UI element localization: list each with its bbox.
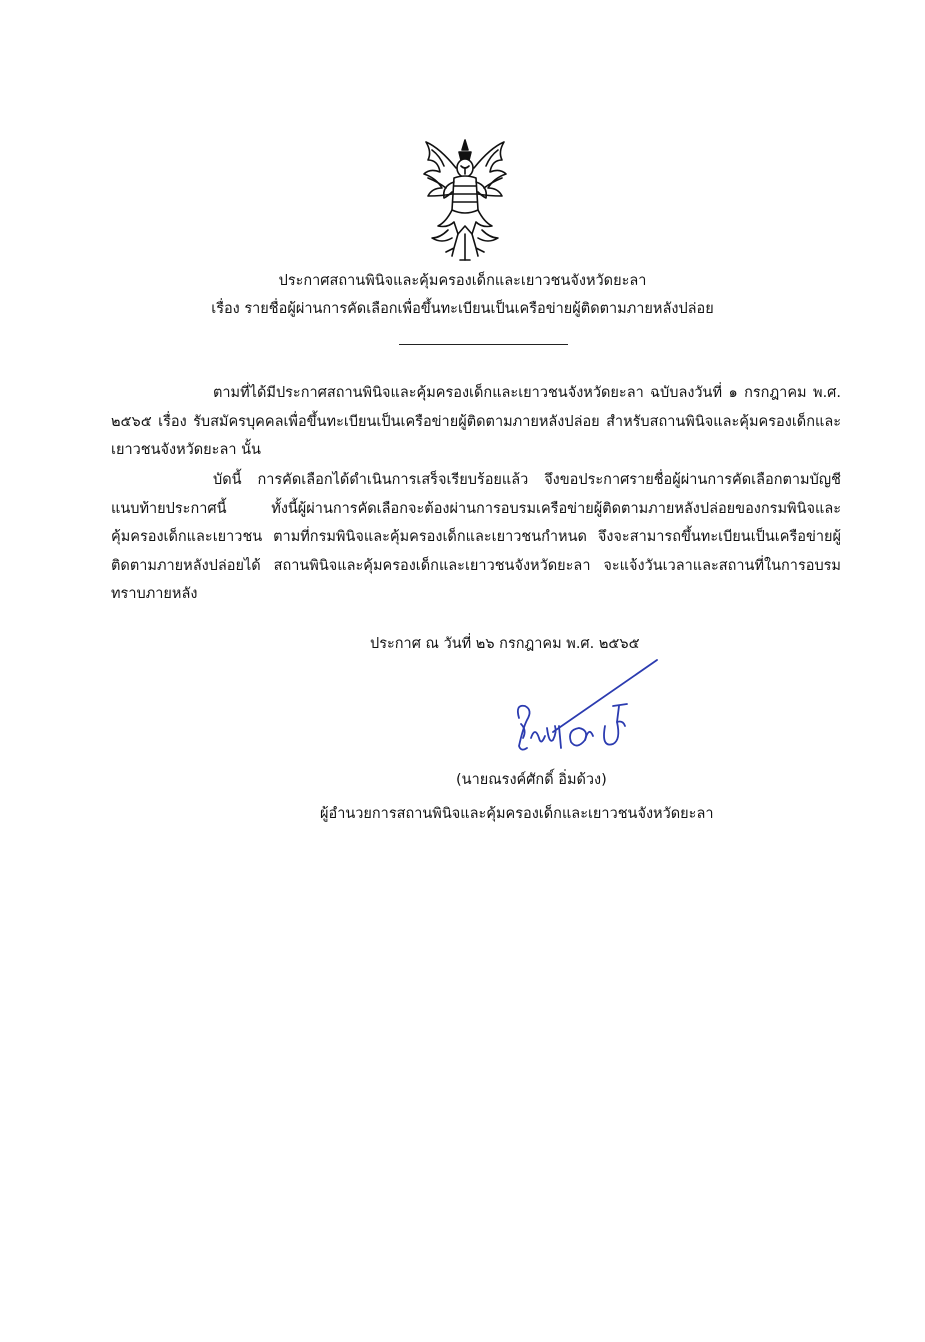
announcement-title: ประกาศสถานพินิจและคุ้มครองเด็กและเยาวชนจังหวัดยะลา (278, 273, 647, 289)
body-paragraph-2 (111, 466, 841, 609)
announcement-date: ประกาศ ณ วันที่ ๒๖ กรกฎาคม พ.ศ. ๒๕๖๕ (370, 636, 640, 652)
signer-title: ผู้อำนวยการสถานพินิจและคุ้มครองเด็กและเยาวชนจังหวัดยะลา (320, 806, 714, 822)
handwritten-signature (505, 656, 665, 766)
garuda-emblem-icon (418, 138, 512, 263)
title-divider (399, 344, 568, 345)
body-paragraph-2-text: บัดนี้ การคัดเลือกได้ดำเนินการเสร็จเรียบร้อยแล้ว จึงขอประกาศรายชื่อผู้ผ่านการคัดเลือกตามบัญชีแนบท้ายประกาศนี้ ทั้งนี้ผู้ผ่านการคัดเลือกจะต้องผ่านการอบรมเครือข่ายผู้ติดตามภายหลังปล่อยของกรมพินิจและคุ้มครองเด็กและเยาวชน ตามที่กรมพินิจและคุ้มครองเด็กและเยาวชนกำหนด จึงจะสามารถขึ้นทะเบียนเป็นเครือข่ายผู้ติดตามภายหลังปล่อยได้ สถานพินิจและคุ้มครองเด็กและเยาวชนจังหวัดยะลา จะแจ้งวันเวลาและสถานที่ในการอบรมทราบภายหลัง (111, 472, 841, 602)
signer-name: (นายณรงค์ศักดิ์ อิ่มด้วง) (456, 772, 607, 788)
announcement-subject: เรื่อง รายชื่อผู้ผ่านการคัดเลือกเพื่อขึ้นทะเบียนเป็นเครือข่ายผู้ติดตามภายหลังปล่อย (211, 301, 714, 317)
body-paragraph-1-text: ตามที่ได้มีประกาศสถานพินิจและคุ้มครองเด็กและเยาวชนจังหวัดยะลา ฉบับลงวันที่ ๑ กรกฎาคม พ.ศ. ๒๕๖๕ เรื่อง รับสมัครบุคคลเพื่อขึ้นทะเบียนเป็นเครือข่ายผู้ติดตามภายหลังปล่อย สำหรับสถานพินิจและคุ้มครองเด็กและเยาวชนจังหวัดยะลา นั้น (111, 385, 841, 458)
body-paragraph-1 (111, 379, 841, 465)
